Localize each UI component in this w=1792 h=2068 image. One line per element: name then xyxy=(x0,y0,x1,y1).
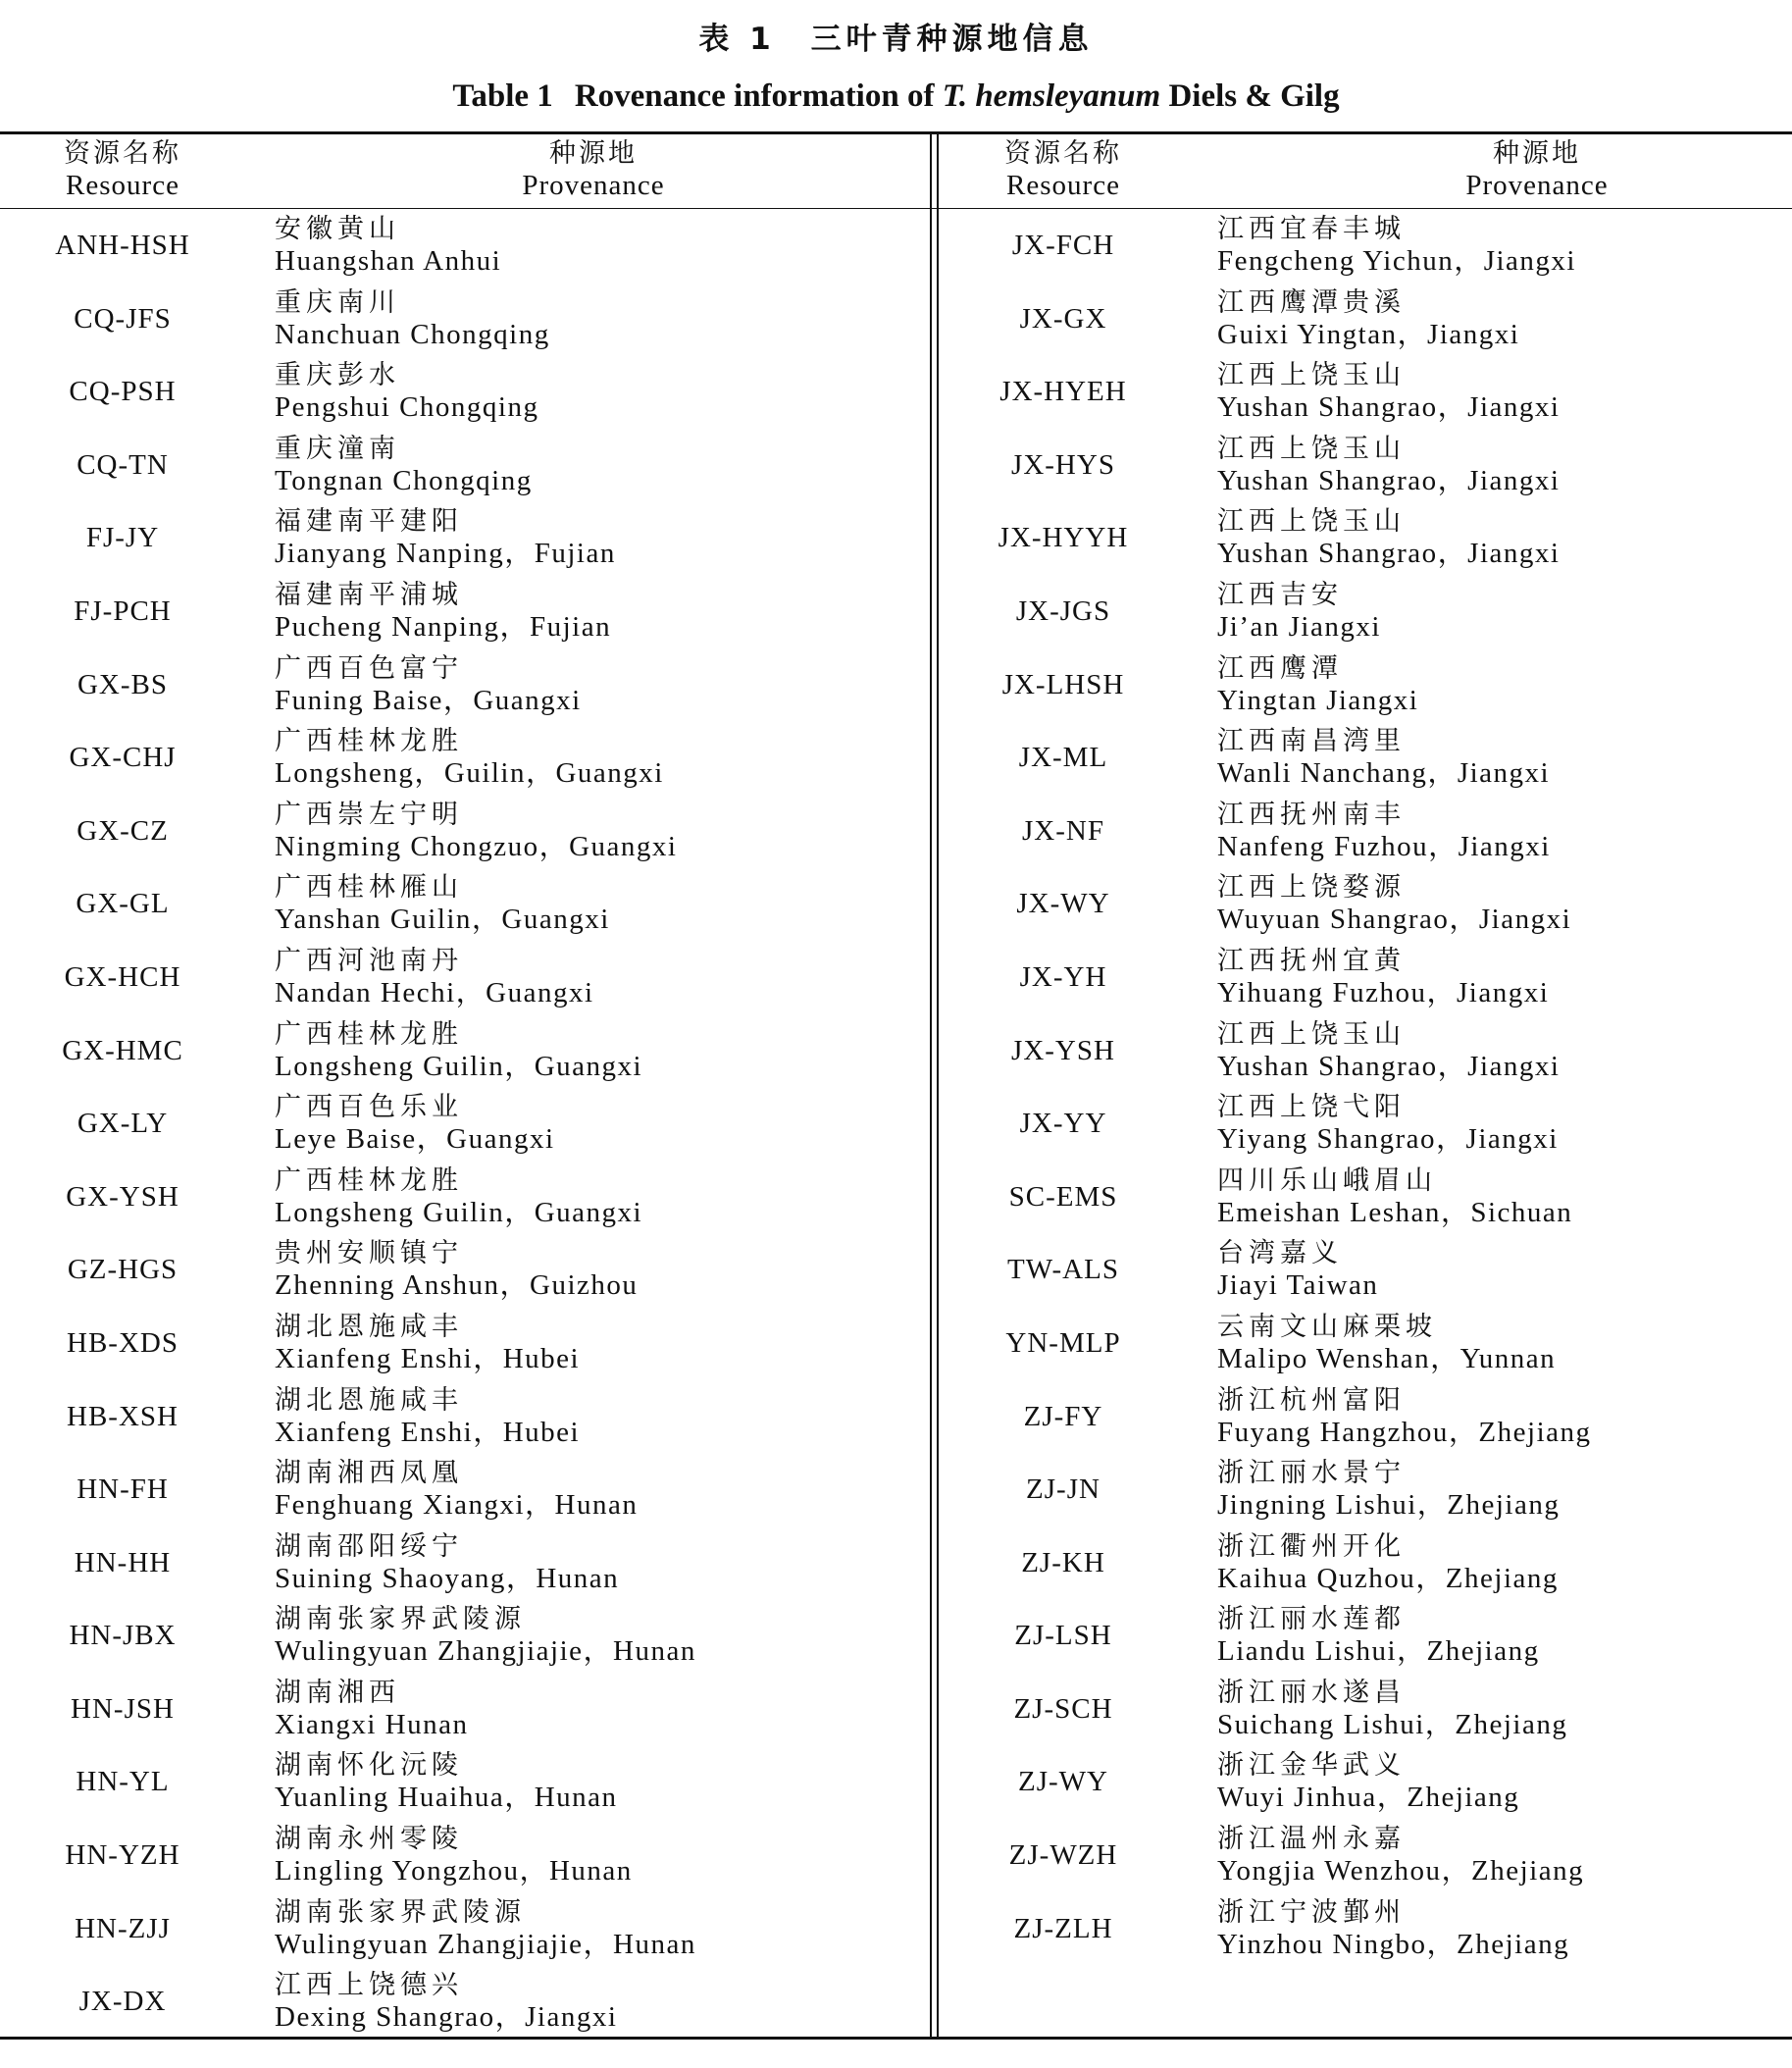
table-row xyxy=(940,575,1792,648)
provenance-en: Nanfeng Fuzhou，Jiangxi xyxy=(1217,830,1551,862)
provenance-cn: 广西桂林龙胜 xyxy=(275,1164,463,1196)
provenance-cell xyxy=(1217,1237,1378,1302)
provenance-cell xyxy=(275,1530,619,1595)
table-row xyxy=(0,1819,929,1892)
header-resource-cn: 资源名称 xyxy=(64,138,181,169)
provenance-en: Nanchuan Chongqing xyxy=(275,318,550,350)
provenance-cn: 湖南邵阳绥宁 xyxy=(275,1530,463,1562)
provenance-cn: 江西鹰潭贵溪 xyxy=(1217,286,1406,318)
table-row xyxy=(0,283,929,356)
right-column xyxy=(940,209,1792,1965)
table-title-cn: 表 1 三叶青种源地信息 xyxy=(698,22,1094,57)
table-row xyxy=(940,501,1792,575)
resource-code: JX-DX xyxy=(78,1986,167,2018)
provenance-en: Malipo Wenshan，Yunnan xyxy=(1217,1342,1557,1374)
table-row xyxy=(0,1453,929,1526)
resource-code: SC-EMS xyxy=(1008,1180,1118,1213)
table-row xyxy=(0,355,929,429)
resource-code: ZJ-LSH xyxy=(1014,1620,1112,1652)
provenance-cn: 江西吉安 xyxy=(1217,579,1343,610)
table-row xyxy=(0,1599,929,1673)
provenance-cell xyxy=(1217,725,1550,790)
provenance-cell xyxy=(275,799,677,863)
provenance-cell xyxy=(1217,579,1381,644)
table-row xyxy=(0,209,929,283)
table-row xyxy=(940,1892,1792,1966)
provenance-en: Yushan Shangrao，Jiangxi xyxy=(1217,1050,1561,1082)
resource-code: ZJ-FY xyxy=(1023,1400,1103,1432)
table-row xyxy=(0,575,929,648)
resource-code: GZ-HGS xyxy=(67,1254,179,1286)
provenance-cn: 广西百色乐业 xyxy=(275,1092,463,1123)
provenance-en: Wuyuan Shangrao，Jiangxi xyxy=(1217,904,1572,936)
provenance-en: Huangshan Anhui xyxy=(275,245,502,277)
table-row xyxy=(0,1380,929,1454)
provenance-cell xyxy=(1217,1457,1560,1522)
provenance-cn: 福建南平建阳 xyxy=(275,506,463,538)
table-row xyxy=(0,1233,929,1307)
resource-code: FJ-JY xyxy=(85,522,160,554)
provenance-cn: 台湾嘉义 xyxy=(1217,1238,1343,1269)
table-row xyxy=(940,1673,1792,1746)
resource-code: HN-ZJJ xyxy=(75,1912,171,1944)
table-title-en xyxy=(0,75,1792,118)
header-provenance-cn: 种源地 xyxy=(1493,138,1581,169)
provenance-cell xyxy=(275,1164,642,1229)
table-row xyxy=(0,501,929,575)
provenance-cn: 浙江丽水遂昌 xyxy=(1217,1677,1406,1708)
provenance-en: Xiangxi Hunan xyxy=(275,1708,469,1740)
provenance-cell xyxy=(1217,1311,1556,1375)
provenance-cn: 浙江温州永嘉 xyxy=(1217,1824,1406,1855)
provenance-cell xyxy=(275,1237,638,1302)
provenance-cell xyxy=(1217,505,1560,570)
center-divider-left xyxy=(930,133,932,2038)
provenance-cn: 浙江衢州开化 xyxy=(1217,1530,1406,1562)
table-row xyxy=(940,355,1792,429)
table-row xyxy=(940,941,1792,1014)
table-row xyxy=(0,648,929,722)
table-row xyxy=(0,941,929,1014)
provenance-cn: 广西河池南丹 xyxy=(275,945,463,976)
table-row xyxy=(0,1526,929,1600)
provenance-en: Yiyang Shangrao，Jiangxi xyxy=(1217,1123,1559,1156)
resource-code: JX-HYS xyxy=(1011,448,1115,481)
resource-code: JX-LHSH xyxy=(1001,668,1125,700)
resource-code: JX-HYYH xyxy=(998,522,1129,554)
resource-code: JX-FCH xyxy=(1011,230,1115,261)
resource-code: HN-HH xyxy=(74,1546,172,1578)
provenance-en: Xianfeng Enshi，Hubei xyxy=(275,1342,581,1374)
provenance-cell xyxy=(1217,286,1519,351)
resource-code: GX-CHJ xyxy=(69,742,177,774)
resource-code: JX-JGS xyxy=(1015,595,1111,627)
left-column xyxy=(0,209,929,2039)
provenance-cell xyxy=(275,725,664,790)
table-row xyxy=(940,1819,1792,1892)
provenance-cn: 湖南湘西凤凰 xyxy=(275,1458,463,1489)
resource-code: CQ-PSH xyxy=(69,376,177,408)
top-rule xyxy=(0,131,1792,134)
resource-code: ZJ-KH xyxy=(1021,1546,1105,1578)
header-resource-en: Resource xyxy=(1006,170,1120,201)
resource-code: GX-HMC xyxy=(62,1034,183,1066)
provenance-cell xyxy=(275,579,611,644)
header-provenance-cn: 种源地 xyxy=(549,138,638,169)
provenance-cn: 江西上饶玉山 xyxy=(1217,360,1406,391)
resource-code: YN-MLP xyxy=(1005,1326,1121,1359)
provenance-en: Yinzhou Ningbo，Zhejiang xyxy=(1217,1928,1570,1960)
table-number: Table 1 xyxy=(452,78,553,114)
provenance-cell xyxy=(1217,433,1560,497)
provenance-en: Zhenning Anshun，Guizhou xyxy=(275,1269,639,1302)
provenance-en: Wulingyuan Zhangjiajie，Hunan xyxy=(275,1928,696,1960)
provenance-cn: 浙江丽水景宁 xyxy=(1217,1458,1406,1489)
table-row xyxy=(0,867,929,941)
provenance-en: Kaihua Quzhou，Zhejiang xyxy=(1217,1562,1559,1594)
provenance-en: Yongjia Wenzhou，Zhejiang xyxy=(1217,1855,1585,1887)
provenance-cn: 广西桂林雁山 xyxy=(275,872,463,904)
resource-code: CQ-JFS xyxy=(74,302,172,335)
resource-code: JX-YH xyxy=(1019,960,1107,993)
provenance-cn: 湖南张家界武陵源 xyxy=(275,1896,526,1928)
provenance-en: Pengshui Chongqing xyxy=(275,391,539,424)
provenance-cell xyxy=(275,1457,638,1522)
provenance-cell xyxy=(275,1603,696,1668)
table-row xyxy=(0,429,929,502)
provenance-cell xyxy=(1217,945,1549,1009)
provenance-cn: 重庆潼南 xyxy=(275,433,400,464)
provenance-en: Nandan Hechi，Guangxi xyxy=(275,976,594,1008)
provenance-cn: 江西上饶德兴 xyxy=(275,1970,463,2001)
provenance-cell xyxy=(275,1969,617,2034)
resource-code: ANH-HSH xyxy=(55,230,190,261)
provenance-cell xyxy=(1217,1823,1584,1887)
provenance-cn: 贵州安顺镇宁 xyxy=(275,1238,463,1269)
resource-code: ZJ-WZH xyxy=(1008,1839,1118,1872)
resource-code: ZJ-ZLH xyxy=(1013,1912,1113,1944)
header-provenance-left xyxy=(451,137,736,202)
table-row xyxy=(940,1453,1792,1526)
header-resource-en: Resource xyxy=(66,170,179,201)
provenance-en: Lingling Yongzhou，Hunan xyxy=(275,1855,633,1887)
table-title-text: Rovenance information of xyxy=(574,78,943,114)
provenance-cn: 重庆南川 xyxy=(275,286,400,318)
provenance-en: Yushan Shangrao，Jiangxi xyxy=(1217,464,1561,496)
resource-code: JX-NF xyxy=(1022,814,1104,847)
resource-code: ZJ-JN xyxy=(1026,1473,1101,1506)
provenance-en: Longsheng Guilin，Guangxi xyxy=(275,1050,643,1082)
provenance-cell xyxy=(275,1749,618,1814)
header-resource-left xyxy=(25,137,221,202)
table-row xyxy=(940,795,1792,868)
header-provenance-en: Provenance xyxy=(522,170,665,201)
provenance-cn: 湖南湘西 xyxy=(275,1677,400,1708)
header-resource-cn: 资源名称 xyxy=(1004,138,1122,169)
resource-code: ZJ-SCH xyxy=(1013,1692,1113,1725)
provenance-cn: 江西抚州南丰 xyxy=(1217,799,1406,830)
provenance-cn: 安徽黄山 xyxy=(275,214,400,244)
resource-code: HN-FH xyxy=(77,1473,169,1506)
table-row xyxy=(940,648,1792,722)
provenance-cell xyxy=(1217,1603,1540,1668)
provenance-en: Wulingyuan Zhangjiajie，Hunan xyxy=(275,1635,696,1668)
provenance-cn: 江西上饶玉山 xyxy=(1217,433,1406,464)
provenance-cn: 广西桂林龙胜 xyxy=(275,1018,463,1050)
provenance-cell xyxy=(275,286,550,351)
resource-code: FJ-PCH xyxy=(74,595,172,627)
table-row xyxy=(940,867,1792,941)
table-row xyxy=(940,1233,1792,1307)
table-row xyxy=(0,1673,929,1746)
provenance-cell xyxy=(275,1018,642,1083)
table-row xyxy=(0,1307,929,1380)
provenance-cn: 江西上饶弋阳 xyxy=(1217,1092,1406,1123)
species-name: T. hemsleyanum xyxy=(942,78,1161,114)
provenance-cn: 湖南怀化沅陵 xyxy=(275,1750,463,1782)
provenance-cell xyxy=(1217,1164,1572,1229)
table-row xyxy=(0,1014,929,1088)
provenance-en: Guixi Yingtan，Jiangxi xyxy=(1217,318,1520,350)
table-row xyxy=(0,1965,929,2039)
provenance-en: Xianfeng Enshi，Hubei xyxy=(275,1416,581,1448)
provenance-en: Yuanling Huaihua，Hunan xyxy=(275,1782,618,1814)
provenance-cn: 福建南平浦城 xyxy=(275,579,463,610)
provenance-en: Yushan Shangrao，Jiangxi xyxy=(1217,391,1561,424)
provenance-cell xyxy=(275,1384,580,1449)
center-divider-right xyxy=(937,133,939,2038)
provenance-cell xyxy=(275,505,616,570)
resource-code: JX-ML xyxy=(1018,742,1108,774)
provenance-en: Yanshan Guilin，Guangxi xyxy=(275,904,610,936)
provenance-cell xyxy=(275,945,594,1009)
provenance-cn: 四川乐山峨眉山 xyxy=(1217,1164,1437,1196)
resource-code: JX-YY xyxy=(1019,1108,1107,1140)
provenance-en: Pucheng Nanping，Fujian xyxy=(275,610,612,643)
resource-code: HB-XSH xyxy=(67,1400,179,1432)
table-row xyxy=(0,1161,929,1234)
table-row xyxy=(940,1599,1792,1673)
provenance-cell xyxy=(275,1823,633,1887)
table-row xyxy=(940,721,1792,795)
provenance-en: Wuyi Jinhua，Zhejiang xyxy=(1217,1782,1520,1814)
provenance-cell xyxy=(275,359,539,424)
provenance-en: Suichang Lishui，Zhejiang xyxy=(1217,1708,1568,1740)
header-resource-right xyxy=(965,137,1161,202)
provenance-cell xyxy=(1217,1018,1560,1083)
provenance-cn: 江西上饶婺源 xyxy=(1217,872,1406,904)
provenance-cell xyxy=(275,213,501,278)
resource-code: HN-JBX xyxy=(69,1620,177,1652)
provenance-cn: 江西上饶玉山 xyxy=(1217,506,1406,538)
resource-code: GX-GL xyxy=(76,888,170,920)
provenance-en: Longsheng，Guilin，Guangxi xyxy=(275,757,664,790)
resource-code: HB-XDS xyxy=(67,1326,179,1359)
provenance-en: Dexing Shangrao，Jiangxi xyxy=(275,2001,618,2034)
resource-code: JX-WY xyxy=(1016,888,1110,920)
table-row xyxy=(940,1161,1792,1234)
provenance-cell xyxy=(275,1091,555,1156)
provenance-cell xyxy=(275,1677,469,1741)
provenance-cn: 浙江宁波鄞州 xyxy=(1217,1896,1406,1928)
provenance-en: Jiayi Taiwan xyxy=(1217,1269,1379,1302)
resource-code: HN-JSH xyxy=(71,1692,175,1725)
resource-code: GX-YSH xyxy=(66,1180,179,1213)
table-row xyxy=(940,1526,1792,1600)
provenance-cell xyxy=(1217,1749,1519,1814)
provenance-cn: 浙江金华武义 xyxy=(1217,1750,1406,1782)
provenance-cell xyxy=(1217,652,1418,717)
provenance-cn: 湖北恩施咸丰 xyxy=(275,1311,463,1342)
table-row xyxy=(940,209,1792,283)
species-authority: Diels & Gilg xyxy=(1160,78,1340,114)
resource-code: CQ-TN xyxy=(77,448,169,481)
provenance-cn: 江西鹰潭 xyxy=(1217,652,1343,684)
provenance-en: Wanli Nanchang，Jiangxi xyxy=(1217,757,1551,790)
provenance-en: Jianyang Nanping，Fujian xyxy=(275,538,616,570)
provenance-cn: 广西百色富宁 xyxy=(275,652,463,684)
resource-code: HN-YZH xyxy=(65,1839,180,1872)
table-row xyxy=(940,1745,1792,1819)
provenance-en: Ji’an Jiangxi xyxy=(1217,610,1381,643)
provenance-cell xyxy=(275,1896,696,1961)
resource-code: HN-YL xyxy=(76,1766,170,1798)
table-row xyxy=(0,1892,929,1966)
header-provenance-en: Provenance xyxy=(1465,170,1609,201)
table-row xyxy=(0,795,929,868)
resource-code: GX-BS xyxy=(77,668,168,700)
table-row xyxy=(0,1745,929,1819)
provenance-cell xyxy=(1217,1896,1569,1961)
provenance-en: Fengcheng Yichun，Jiangxi xyxy=(1217,245,1576,277)
provenance-en: Fuyang Hangzhou，Zhejiang xyxy=(1217,1416,1592,1448)
table-row xyxy=(940,283,1792,356)
provenance-en: Yushan Shangrao，Jiangxi xyxy=(1217,538,1561,570)
table-header xyxy=(0,137,1792,206)
provenance-cell xyxy=(1217,1677,1567,1741)
provenance-cell xyxy=(1217,1091,1559,1156)
provenance-en: Ningming Chongzuo，Guangxi xyxy=(275,830,678,862)
resource-code: JX-HYEH xyxy=(999,376,1127,408)
provenance-cell xyxy=(1217,213,1576,278)
provenance-en: Funing Baise，Guangxi xyxy=(275,684,582,716)
provenance-en: Suining Shaoyang，Hunan xyxy=(275,1562,620,1594)
resource-code: JX-YSH xyxy=(1011,1034,1115,1066)
provenance-en: Jingning Lishui，Zhejiang xyxy=(1217,1489,1561,1522)
provenance-en: Longsheng Guilin，Guangxi xyxy=(275,1196,643,1228)
provenance-en: Fenghuang Xiangxi，Hunan xyxy=(275,1489,639,1522)
provenance-cn: 云南文山麻栗坡 xyxy=(1217,1311,1437,1342)
resource-code: JX-GX xyxy=(1019,302,1107,335)
provenance-cn: 重庆彭水 xyxy=(275,360,400,391)
provenance-en: Tongnan Chongqing xyxy=(275,464,533,496)
resource-code: GX-HCH xyxy=(64,960,181,993)
provenance-cell xyxy=(275,1311,580,1375)
provenance-cn: 湖南张家界武陵源 xyxy=(275,1604,526,1635)
provenance-en: Yihuang Fuzhou，Jiangxi xyxy=(1217,976,1550,1008)
resource-code: GX-LY xyxy=(77,1108,169,1140)
provenance-cn: 广西崇左宁明 xyxy=(275,799,463,830)
provenance-cn: 湖北恩施咸丰 xyxy=(275,1384,463,1416)
resource-code: TW-ALS xyxy=(1007,1254,1119,1286)
table-row xyxy=(940,1087,1792,1161)
provenance-en: Liandu Lishui，Zhejiang xyxy=(1217,1635,1540,1668)
provenance-en: Emeishan Leshan，Sichuan xyxy=(1217,1196,1573,1228)
provenance-cell xyxy=(1217,871,1571,936)
provenance-cell xyxy=(1217,1530,1559,1595)
provenance-cn: 广西桂林龙胜 xyxy=(275,726,463,757)
provenance-cn: 江西抚州宜黄 xyxy=(1217,945,1406,976)
table-row xyxy=(940,1380,1792,1454)
provenance-cn: 浙江丽水莲都 xyxy=(1217,1604,1406,1635)
provenance-cell xyxy=(1217,359,1560,424)
provenance-cell xyxy=(275,871,610,936)
table-row xyxy=(940,429,1792,502)
provenance-cell xyxy=(275,433,533,497)
provenance-cell xyxy=(1217,799,1551,863)
provenance-cn: 江西南昌湾里 xyxy=(1217,726,1406,757)
resource-code: ZJ-WY xyxy=(1018,1766,1108,1798)
provenance-en: Leye Baise，Guangxi xyxy=(275,1123,555,1156)
header-provenance-right xyxy=(1395,137,1679,202)
provenance-cn: 浙江杭州富阳 xyxy=(1217,1384,1406,1416)
table-row xyxy=(0,1087,929,1161)
provenance-cn: 湖南永州零陵 xyxy=(275,1824,463,1855)
table-row xyxy=(940,1307,1792,1380)
provenance-cn: 江西上饶玉山 xyxy=(1217,1018,1406,1050)
provenance-cell xyxy=(1217,1384,1592,1449)
provenance-en: Yingtan Jiangxi xyxy=(1217,684,1419,716)
resource-code: GX-CZ xyxy=(77,814,169,847)
provenance-cell xyxy=(275,652,582,717)
table-row xyxy=(0,721,929,795)
provenance-cn: 江西宜春丰城 xyxy=(1217,214,1406,244)
table-row xyxy=(940,1014,1792,1088)
